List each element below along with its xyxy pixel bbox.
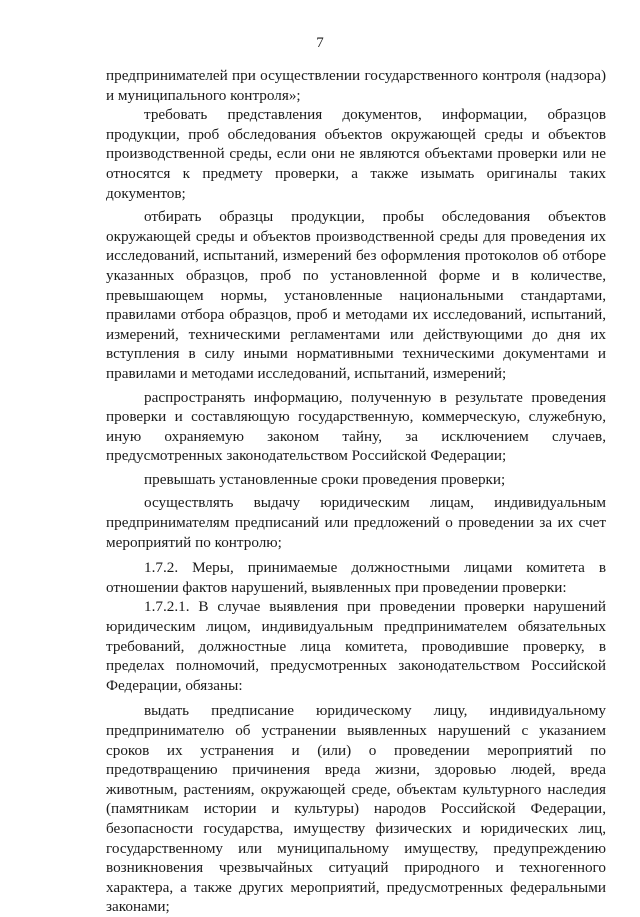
paragraph-issue-prescription: выдать предписание юридическому лицу, индивидуальному предпринимателю об устранении выявленных нарушений с указанием сроков их устранения и (или) о проведении мероприятий по предотвращению причинения вреда жизни, здоровью людей, вреда животным, растениям, окружающей среде, объектам культурного наследия (памятникам истории и культуры) народов Российской Федерации, безопасности государства, имуществу физических и юридических лиц, государственному или муниципальному имуществу, предупреждению возникновения чрезвычайных ситуаций природного и техногенного характера, а также других мероприятий, предусмотренных федеральными законами;	[106, 702, 606, 916]
paragraph-continuation: предпринимателей при осуществлении государственного контроля (надзора) и муниципального контроля»;	[106, 67, 606, 104]
paragraph-deadlines: превышать установленные сроки проведения проверки;	[144, 470, 506, 488]
paragraph-section-1-7-2-1: 1.7.2.1. В случае выявления при проведении проверки нарушений юридическим лицом, индивидуальным предпринимателем обязательных требований, должностные лица комитета, проводившие проверку, в пределах полномочий, предусмотренных законодательством Российской Федерации, обязаны:	[106, 598, 606, 694]
paragraph-documents-request: требовать представления документов, информации, образцов продукции, проб обследования объектов окружающей среды и объектов производственной среды, если они не являются объектами проверки или не относятся к предмету проверки, а также изымать оригиналы таких документов;	[106, 106, 606, 202]
document-body	[106, 66, 606, 917]
paragraph-section-1-7-2: 1.7.2. Меры, принимаемые должностными лицами комитета в отношении фактов нарушений, выявленных при проведении проверки:	[106, 559, 606, 596]
paragraph-samples: отбирать образцы продукции, пробы обследования объектов окружающей среды и объектов производственной среды для проведения их исследований, испытаний, измерений без оформления протоколов об отборе указанных образцов, проб по установленной форме и в количестве, превышающем нормы, установленные национальными стандартами, правилами отбора образцов, проб и методами их исследований, испытаний, измерений, техническими регламентами или действующими до дня их вступления в силу иными нормативными техническими документами и правилами и методами исследований, испытаний, измерений;	[106, 208, 606, 382]
page-number: 7	[316, 35, 324, 51]
paragraph-secret-info: распространять информацию, полученную в результате проведения проверки и составляющую государственную, коммерческую, служебную, иную охраняемую законом тайну, за исключением случаев, предусмотренных законодательством Российской Федерации;	[106, 388, 606, 465]
paragraph-prescriptions: осуществлять выдачу юридическим лицам, индивидуальным предпринимателям предписаний или предложений о проведении за их счет мероприятий по контролю;	[106, 494, 606, 551]
